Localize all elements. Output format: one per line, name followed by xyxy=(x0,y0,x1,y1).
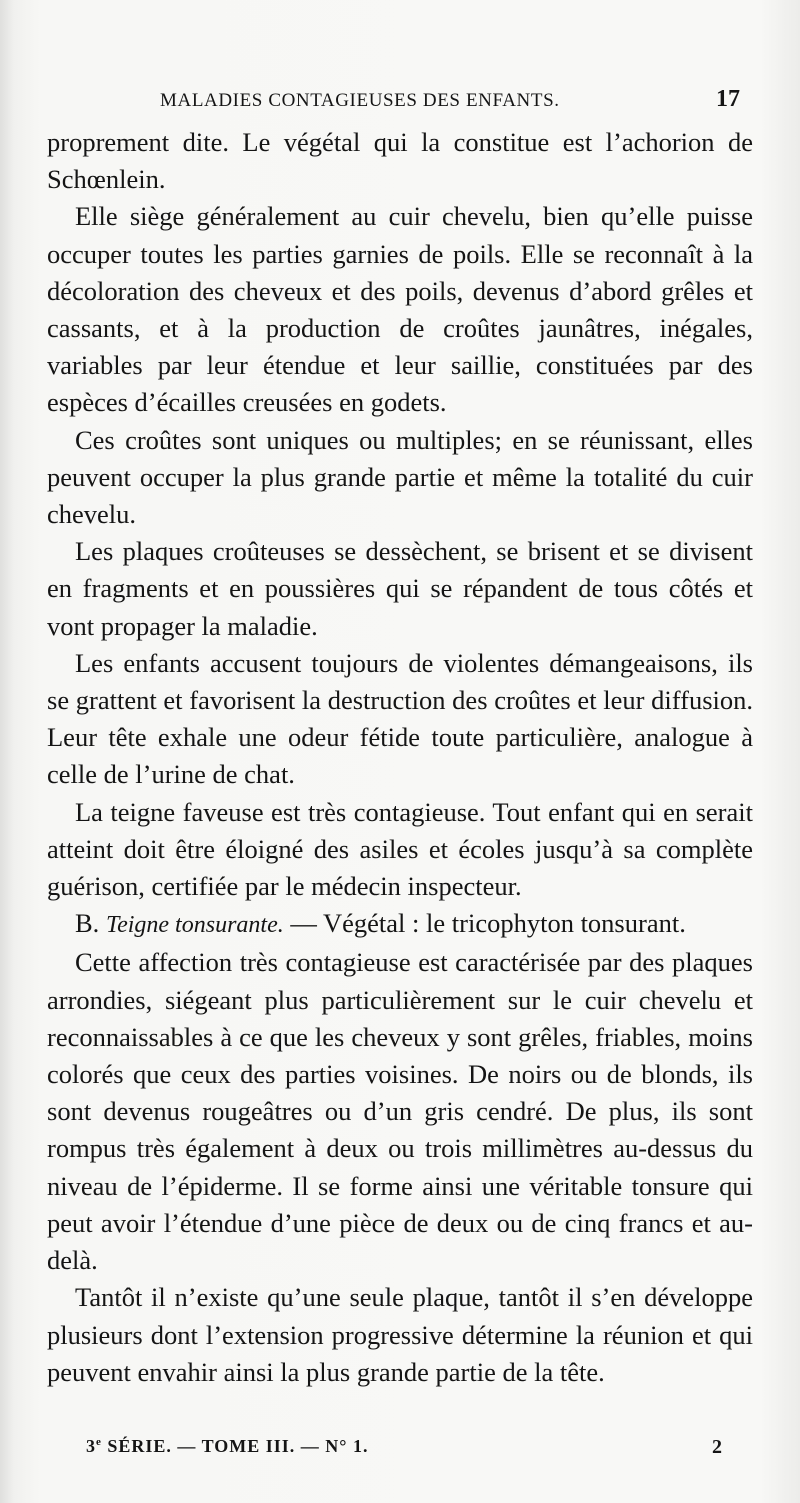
paragraph: Cette affection très contagieuse est caractérisée par des plaques arrondies, siégeant plus particulièrement sur le cuir chevelu et reconnaissables à ce que les cheveux y sont grêles, friables, moins colorés que ceux des parties voisines. De noirs ou de blonds, ils sont devenus rougeâtres ou d’un gris cendré. De plus, ils sont rompus très également à deux ou trois millimètres au-dessus du niveau de l’épiderme. Il se forme ainsi une véritable tonsure qui peut avoir l’étendue d’une pièce de deux ou de cinq francs et au-delà. xyxy=(47,947,753,1276)
series-suffix: e xyxy=(96,1436,102,1448)
signature-text: SÉRIE. — TOME III. — N° 1. xyxy=(101,1436,369,1456)
page-gutter-shadow xyxy=(0,0,14,1503)
paragraph: Les plaques croûteuses se dessèchent, se brisent et se divisent en fragments et en poussières qui se répandent de tous côtés et vont propager la maladie. xyxy=(47,536,753,641)
paragraph: La teigne faveuse est très contagieuse. Tout enfant qui en serait atteint doit être éloigné des asiles et écoles jusqu’à sa complète guérison, certifiée par le médecin inspecteur. xyxy=(47,796,753,902)
paragraph: Elle siège généralement au cuir chevelu, bien qu’elle puisse occuper toutes les parties garnies de poils. Elle se reconnaît à la décoloration des cheveux et des poils, devenus d’abord grêles et cassants, et à la production de croûtes jaunâtres, inégales, variables par leur étendue et leur saillie, constituées par des espèces d’écailles creusées en godets. xyxy=(47,201,753,418)
page-header xyxy=(160,86,740,116)
body-text xyxy=(47,124,753,1391)
printer-signature xyxy=(86,1436,368,1457)
page-footer xyxy=(86,1436,722,1466)
series-number: 3 xyxy=(86,1436,96,1456)
paragraph: Tantôt il n’existe qu’une seule plaque, tantôt il s’en développe plusieurs dont l’extension progressive détermine la réunion et qui peuvent envahir ainsi la plus grande partie de la tête. xyxy=(47,1282,753,1387)
paragraph: Les enfants accusent toujours de violentes démangeaisons, ils se grattent et favorisent la destruction des croûtes et leur diffusion. Leur tête exhale une odeur fétide toute particulière, analogue à celle de l’urine de chat. xyxy=(47,647,753,790)
section-label: B. xyxy=(75,908,100,939)
paragraph: Ces croûtes sont uniques ou multiples; en se réunissant, elles peuvent occuper la plus grande partie et même la totalité du cuir chevelu. xyxy=(47,424,753,530)
paragraph-continuation: proprement dite. Le végétal qui la constitue est l’achorion de Schœnlein. xyxy=(47,127,753,195)
page-number: 17 xyxy=(716,86,740,112)
section-heading-rest: — Végétal : le tricophyton tonsurant. xyxy=(283,908,686,939)
sheet-number: 2 xyxy=(712,1436,722,1458)
running-title: MALADIES CONTAGIEUSES DES ENFANTS. xyxy=(160,90,560,111)
section-heading-teigne-tonsurante xyxy=(47,905,753,944)
section-italic-title: Teigne tonsurante. xyxy=(105,912,284,939)
